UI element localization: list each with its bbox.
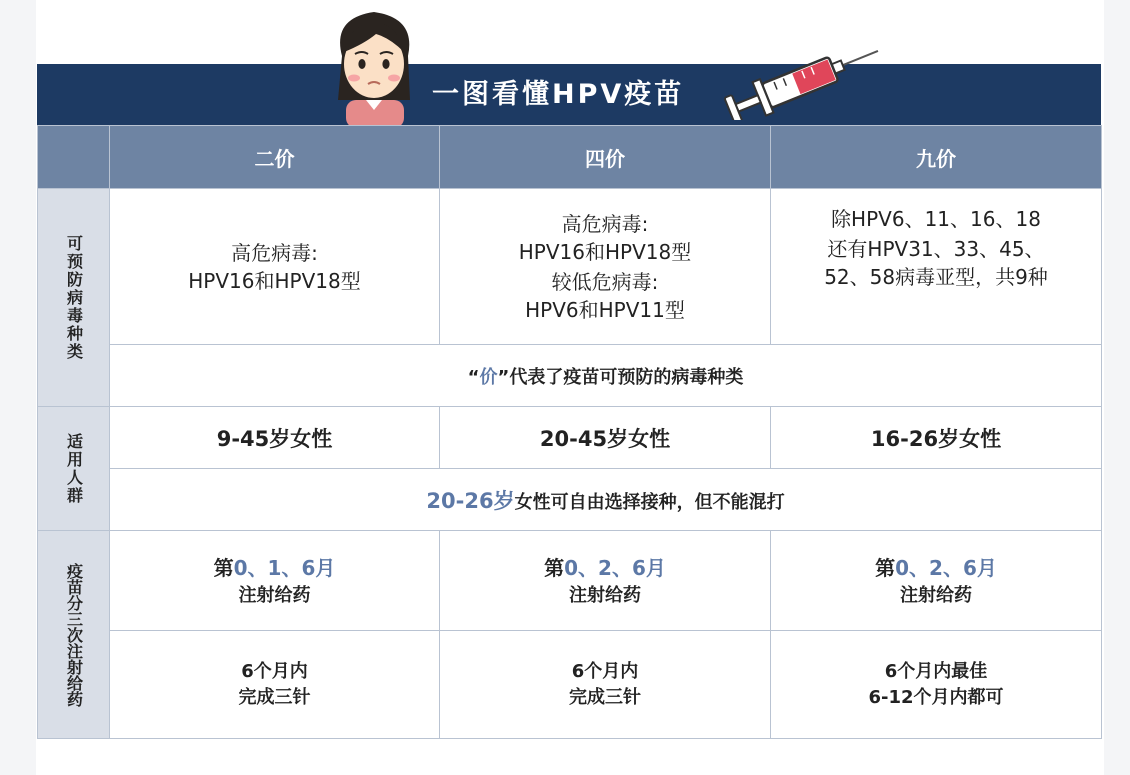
page-title: 一图看懂HPV疫苗 (432, 79, 685, 110)
completion-line-2: 完成三针 (569, 686, 641, 708)
schedule-months: 0、2、6月 (895, 555, 997, 580)
completion-line-2: 6-12个月内都可 (868, 686, 1004, 708)
quadrivalent-types-line-3: 较低危病毒: (551, 269, 659, 294)
age-note-text: 女性可自由选择接种，但不能混打 (514, 491, 785, 513)
row-label-virus-types (38, 189, 110, 407)
completion-line-2: 完成三针 (238, 686, 311, 708)
syringe-icon (716, 42, 886, 120)
quadrivalent-virus-types (440, 189, 771, 345)
bivalent-schedule (110, 531, 440, 631)
nonavalent-completion (771, 631, 1102, 739)
nonavalent-types-line-1: 除HPV6、11、16、18 (831, 207, 1041, 231)
note-highlight: 价 (479, 366, 498, 388)
header-quadrivalent: 四价 (440, 126, 771, 189)
virus-types-row (38, 189, 1102, 345)
quadrivalent-types-line-2: HPV16和HPV18型 (518, 239, 692, 264)
age-row (38, 407, 1102, 469)
row-label-text: 疫苗分三次注射给药 (64, 562, 84, 707)
header-nonavalent: 九价 (771, 126, 1102, 189)
row-label-text: 适用人群 (64, 432, 84, 505)
note-text: 代表了疫苗可预防的病毒种类 (509, 366, 744, 388)
note-quote-close: ” (497, 366, 510, 388)
completion-row (38, 631, 1102, 739)
schedule-row (38, 531, 1102, 631)
schedule-months: 0、2、6月 (564, 555, 666, 580)
schedule-sub: 注射给药 (900, 584, 972, 606)
row-label-people (38, 407, 110, 531)
age-note-highlight: 20-26岁 (426, 488, 515, 513)
quadrivalent-completion (440, 631, 771, 739)
nonavalent-types-line-3: 52、58病毒亚型，共9种 (824, 265, 1048, 289)
hpv-comparison-table (37, 125, 1102, 739)
schedule-prefix: 第 (875, 555, 896, 580)
quadrivalent-types-line-1: 高危病毒: (561, 211, 649, 236)
schedule-prefix: 第 (544, 555, 565, 580)
bivalent-types-line-1: 高危病毒: (231, 240, 318, 265)
schedule-sub: 注射给药 (238, 584, 311, 606)
girl-icon (326, 4, 422, 128)
note-quote-open: “ (467, 366, 480, 388)
schedule-months: 0、1、6月 (233, 555, 336, 580)
bivalent-virus-types (110, 189, 440, 345)
bivalent-completion (110, 631, 440, 739)
row-label-schedule (38, 531, 110, 739)
bivalent-types-line-2: HPV16和HPV18型 (188, 268, 361, 293)
nonavalent-virus-types (771, 189, 1102, 345)
nonavalent-schedule (771, 531, 1102, 631)
completion-line-1: 6个月内 (571, 660, 639, 682)
quadrivalent-types-line-4: HPV6和HPV11型 (525, 297, 685, 322)
row-label-text: 可预防病毒种类 (64, 234, 84, 361)
header-bivalent: 二价 (110, 126, 440, 189)
age-note (110, 469, 1102, 531)
bivalent-age: 9-45岁女性 (110, 407, 440, 469)
virus-types-note-row (38, 345, 1102, 407)
age-note-row (38, 469, 1102, 531)
header-row (38, 126, 1102, 189)
nonavalent-types-line-2: 还有HPV31、33、45、 (827, 237, 1045, 261)
header-corner (38, 126, 110, 189)
virus-types-note (110, 345, 1102, 407)
quadrivalent-schedule (440, 531, 771, 631)
nonavalent-age: 16-26岁女性 (771, 407, 1102, 469)
quadrivalent-age: 20-45岁女性 (440, 407, 771, 469)
completion-line-1: 6个月内最佳 (884, 660, 988, 682)
schedule-sub: 注射给药 (569, 584, 641, 606)
completion-line-1: 6个月内 (241, 660, 308, 682)
schedule-prefix: 第 (213, 555, 234, 580)
